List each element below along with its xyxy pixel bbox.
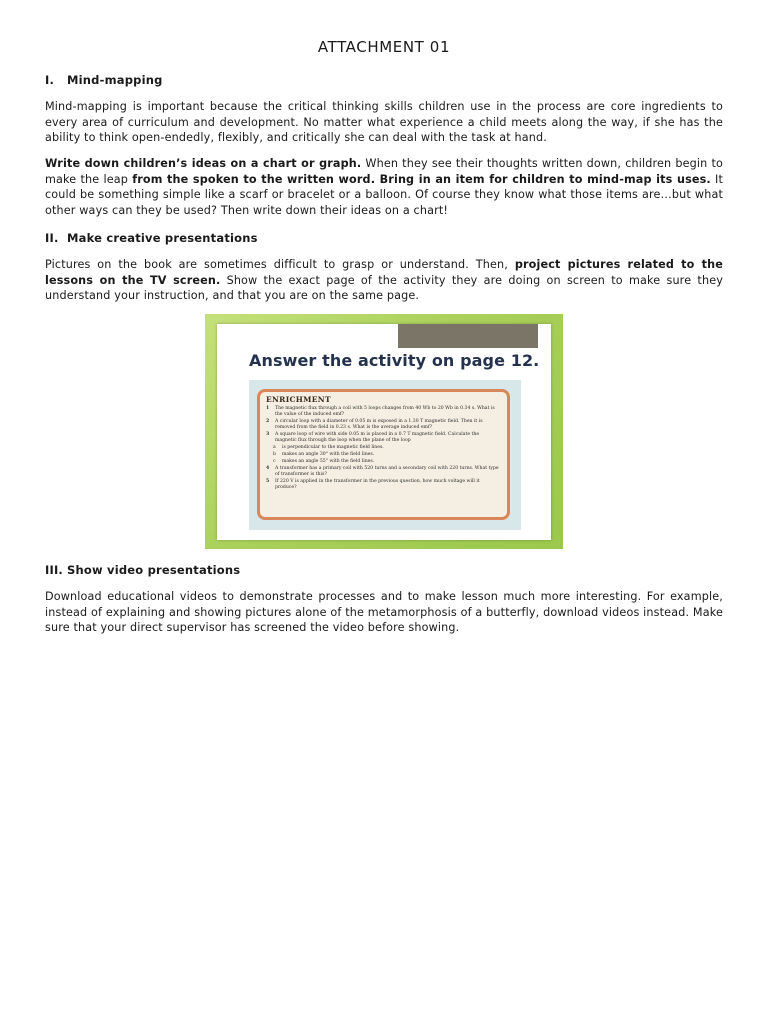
body-text: Pictures on the book are sometimes difficult to grasp or understand. Then, (45, 258, 515, 271)
enrichment-question (266, 452, 501, 458)
question-number: b (273, 452, 276, 457)
question-text: A circular loop with a diameter of 0.05 m is exposed in a 1.30 T magnetic field. Then it is removed from the field in 0.23 s. What is the average induced emf? (275, 419, 483, 430)
slide-panel (217, 324, 551, 540)
body-text: Show the exact page of the activity they are doing on screen to make sure they understand your instruction, and that you are on the same page. (45, 273, 723, 303)
question-text: A square loop of wire with side 0.05 m is placed in a 0.7 T magnetic field. Calculate the magnetic flux through the loop when the plane of the loop (275, 432, 480, 443)
enrichment-question (266, 479, 501, 491)
paragraph-mind-mapping-intro: Mind-mapping is important because the critical thinking skills children use in the process are core ingredients to every area of curriculum and development. No matter what experience a child meets along the way, if she has the ability to think open-endedly, flexibly, and critically she can deal with the task at hand. (45, 100, 723, 145)
paragraph-creative-presentations (45, 257, 723, 304)
question-number: 3 (266, 432, 270, 437)
section-number: II. (45, 231, 59, 245)
section-number: I. (45, 73, 55, 87)
question-number: 5 (266, 479, 270, 484)
bold-text: project pictures related to the lessons on the TV screen. (45, 258, 724, 287)
enrichment-question (266, 406, 501, 418)
question-number: 4 (266, 466, 270, 471)
question-text: makes an angle 30° with the field lines. (282, 452, 375, 457)
paragraph-video-presentations: Download educational videos to demonstrate processes and to make lesson much more interesting. For example, instead of explaining and showing pictures alone of the metamorphosis of a butterfly, download videos instead. Make sure that your direct supervisor has screened the video before showing. (45, 590, 723, 635)
section-title: Mind-mapping (67, 73, 163, 87)
enrichment-question (266, 466, 501, 478)
section-number: III. (45, 563, 64, 577)
slide-title: Answer the activity on page 12. (249, 351, 540, 370)
question-number: 2 (266, 419, 270, 424)
book-page-photo (249, 380, 521, 530)
bold-text: Write down children’s ideas on a chart or graph. (45, 157, 362, 170)
enrichment-question (266, 419, 501, 431)
section-heading-video-presentations (45, 563, 723, 579)
section-heading-creative-presentations (45, 231, 723, 247)
enrichment-box (257, 389, 510, 520)
paragraph-mind-mapping-chart (45, 156, 723, 218)
question-text: If 220 V is applied in the transformer in the previous question, how much voltage will it produce? (275, 479, 480, 490)
question-text: is perpendicular to the magnetic field lines. (282, 445, 384, 450)
question-text: A transformer has a primary coil with 520 turns and a secondary coil with 220 turns. What type of transformer is this? (275, 466, 499, 477)
question-text: The magnetic flux through a coil with 5 loops changes from 40 Wb to 20 Wb in 0.34 s. What is the value of the induced emf? (275, 406, 495, 417)
question-number: c (273, 459, 276, 464)
body-text: When they see their thoughts written down, children begin to make the leap (45, 157, 723, 186)
enrichment-question (266, 445, 501, 451)
slide-tab-decoration (398, 324, 538, 348)
activity-slide-image (205, 314, 563, 549)
body-text: It could be something simple like a scarf or bracelet or a balloon. Of course they know what those items are…but what other ways can they be used? Then write down their ideas on a chart! (45, 172, 724, 217)
section-title: Make creative presentations (67, 231, 258, 245)
enrichment-question (266, 459, 501, 465)
section-title: Show video presentations (67, 563, 241, 577)
enrichment-question (266, 432, 501, 444)
enrichment-label: ENRICHMENT (266, 395, 331, 404)
page-title: ATTACHMENT 01 (317, 38, 451, 56)
question-text: makes an angle 55° with the field lines. (282, 459, 375, 464)
section-heading-mind-mapping (45, 73, 723, 89)
question-number: 1 (266, 406, 270, 411)
bold-text: from the spoken to the written word. Bring in an item for children to mind-map its uses. (132, 172, 711, 186)
question-list (266, 406, 501, 491)
question-number: a (273, 445, 276, 450)
